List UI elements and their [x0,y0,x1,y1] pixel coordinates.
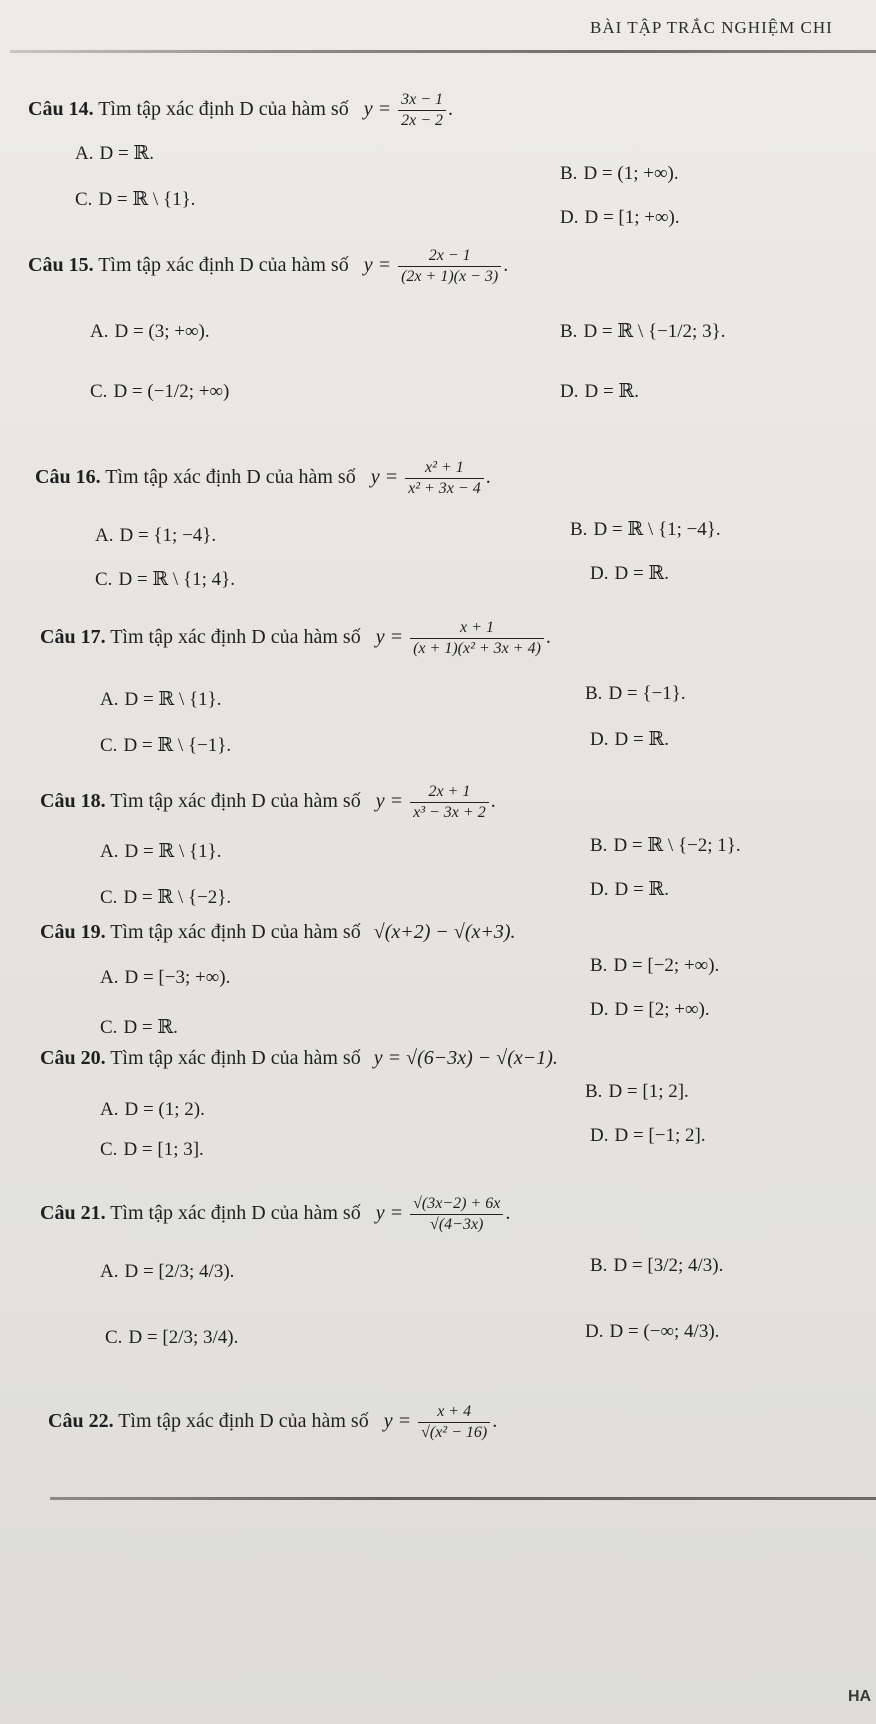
question-16: Câu 16. Tìm tập xác định D của hàm số y = $\frac{\text{x² + 1}}{\text{x² + 3x − 4}}$ . [35,459,491,497]
question-21: Câu 21. Tìm tập xác định D của hàm số y = $\frac{√(3x-2) + 6x}{√(4-3x)}$ . [40,1195,511,1233]
option-c[interactable]: C. D = ℝ \ {−1}. [100,735,232,756]
option-b[interactable]: B. D = ℝ \ {−1/2; 3}. [560,321,726,342]
option-c[interactable]: C. D = ℝ. [100,1017,178,1038]
footer-mark: HA [848,1688,872,1705]
option-a[interactable]: A. D = (3; +∞). [90,321,210,342]
question-label: Câu 21. [40,1202,106,1225]
option-b[interactable]: B. D = (1; +∞). [560,163,679,184]
option-b[interactable]: B. D = [1; 2]. [585,1081,689,1102]
option-c[interactable]: C. D = ℝ \ {−2}. [100,887,232,908]
option-d[interactable]: D. D = ℝ. [590,729,669,750]
question-label: Câu 14. [28,98,94,121]
question-text: Tìm tập xác định D của hàm số [105,466,356,489]
question-label: Câu 19. [40,921,106,943]
question-label: Câu 16. [35,466,101,489]
formula-fraction: $\frac{3x - 1}{2x - 2}$ [398,92,446,129]
question-14: Câu 14. Tìm tập xác định D của hàm số y = $\frac{3x - 1}{2x - 2}$ . [28,91,453,129]
option-a[interactable]: A. D = ℝ. [75,143,154,164]
question-15: Câu 15. Tìm tập xác định D của hàm số y = $\frac{2x - 1}{(2x + 1)(x - 3)}$ . [28,247,509,285]
question-17: Câu 17. Tìm tập xác định D của hàm số y = $\frac{x + 1}{\text{(x + 1)(x² + 3x + 4)}}$ . [40,619,551,657]
option-a[interactable]: A. D = {1; −4}. [95,525,217,546]
option-d[interactable]: D. D = ℝ. [560,381,639,402]
option-b[interactable]: B. D = ℝ \ {1; −4}. [570,519,721,540]
option-d[interactable]: D. D = ℝ. [590,879,669,900]
option-c[interactable]: C. D = [2/3; 3/4). [105,1327,239,1348]
option-b[interactable]: B. D = ℝ \ {−2; 1}. [590,835,741,856]
option-b[interactable]: B. D = [3/2; 4/3). [590,1255,724,1276]
formula-fraction: $\frac{\text{x² + 1}}{\text{x² + 3x − 4}}$ [405,460,484,497]
formula-fraction: $\frac{x + 4}{\text{√(x² − 16)}}$ [418,1404,490,1441]
option-a[interactable]: A. D = ℝ \ {1}. [100,841,222,862]
footer-rule [50,1497,876,1500]
option-d[interactable]: D. D = [−1; 2]. [590,1125,706,1146]
question-label: Câu 17. [40,626,106,649]
question-19 [40,922,516,942]
formula-inline: y = √(6−3x) − √(x−1). [373,1047,558,1069]
option-a[interactable]: A. D = ℝ \ {1}. [100,689,222,710]
question-text: Tìm tập xác định D của hàm số [110,626,361,649]
question-label: Câu 18. [40,790,106,813]
option-c[interactable]: C. D = (−1/2; +∞) [90,381,230,402]
question-20 [40,1048,558,1068]
question-text: Tìm tập xác định D của hàm số [110,921,361,943]
option-d[interactable]: D. D = [2; +∞). [590,999,710,1020]
option-c[interactable]: C. D = ℝ \ {1}. [75,189,196,210]
formula-fraction: $\frac{2x + 1}{\text{x³ − 3x + 2}}$ [410,784,489,821]
question-22: Câu 22. Tìm tập xác định D của hàm số y = $\frac{x + 4}{\text{√(x² − 16)}}$ . [48,1403,498,1441]
header-rule [10,50,876,53]
question-text: Tìm tập xác định D của hàm số [98,254,349,277]
option-c[interactable]: C. D = ℝ \ {1; 4}. [95,569,235,590]
option-a[interactable]: A. D = [2/3; 4/3). [100,1261,235,1282]
question-text: Tìm tập xác định D của hàm số [118,1410,369,1433]
formula-fraction: $\frac{x + 1}{\text{(x + 1)(x² + 3x + 4)}}$ [410,620,544,657]
option-d[interactable]: D. D = (−∞; 4/3). [585,1321,720,1342]
option-a[interactable]: A. D = (1; 2). [100,1099,205,1120]
question-text: Tìm tập xác định D của hàm số [110,1202,361,1225]
formula-fraction: $\frac{2x - 1}{(2x + 1)(x - 3)}$ [398,248,501,285]
option-c[interactable]: C. D = [1; 3]. [100,1139,204,1160]
formula-fraction: $\frac{√(3x-2) + 6x}{√(4-3x)}$ [410,1196,503,1233]
question-18: Câu 18. Tìm tập xác định D của hàm số y = $\frac{2x + 1}{\text{x³ − 3x + 2}}$ . [40,783,496,821]
option-b[interactable]: B. D = [−2; +∞). [590,955,720,976]
question-label: Câu 15. [28,254,94,277]
question-label: Câu 20. [40,1047,106,1069]
question-label: Câu 22. [48,1410,114,1433]
question-text: Tìm tập xác định D của hàm số [98,98,349,121]
option-a[interactable]: A. D = [−3; +∞). [100,967,231,988]
option-d[interactable]: D. D = [1; +∞). [560,207,680,228]
formula-inline: √(x+2) − √(x+3). [373,921,516,943]
page-header: BÀI TẬP TRẮC NGHIỆM CHI [590,18,833,37]
option-d[interactable]: D. D = ℝ. [590,563,669,584]
question-text: Tìm tập xác định D của hàm số [110,1047,361,1069]
question-text: Tìm tập xác định D của hàm số [110,790,361,813]
option-b[interactable]: B. D = {−1}. [585,683,686,704]
